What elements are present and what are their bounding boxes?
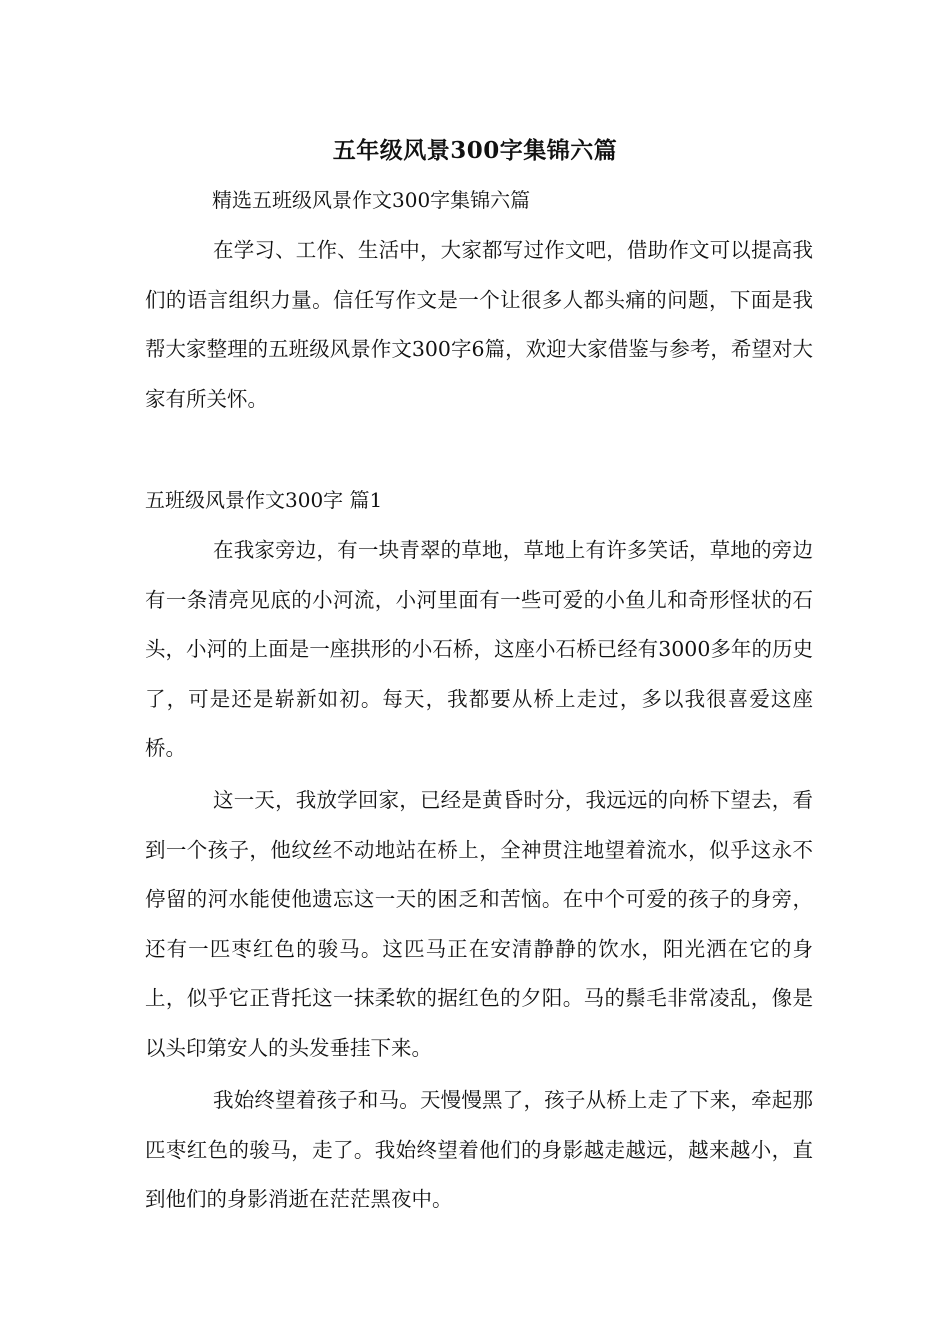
body-paragraph: 我始终望着孩子和马。天慢慢黑了，孩子从桥上走了下来，牵起那匹枣红色的骏马，走了。我始终望着他们的身影越走越远，越来越小，直到他们的身影消逝在茫茫黑夜中。 xyxy=(145,1088,813,1211)
body-paragraph: 这一天，我放学回家，已经是黄昏时分，我远远的向桥下望去，看到一个孩子，他纹丝不动地站在桥上，全神贯注地望着流水，似乎这永不停留的河水能使他遗忘这一天的困乏和苦恼。在中个可爱的孩子的身旁，还有一匹枣红色的骏马。这匹马正在安清静静的饮水，阳光洒在它的身上，似乎它正背托这一抹柔软的据红色的夕阳。马的鬃毛非常凌乱，像是以头印第安人的头发垂挂下来。 xyxy=(145,788,813,1060)
document-title: 五年级风景300字集锦六篇 xyxy=(332,137,618,164)
section-heading: 五班级风景作文300字 篇1 xyxy=(145,488,383,512)
body-paragraph: 在我家旁边，有一块青翠的草地，草地上有许多笑话，草地的旁边有一条清亮见底的小河流，小河里面有一些可爱的小鱼儿和奇形怪状的石头，小河的上面是一座拱形的小石桥，这座小石桥已经有3000多年的历史了，可是还是崭新如初。每天，我都要从桥上走过，多以我很喜爱这座桥。 xyxy=(145,538,813,760)
document-subtitle: 精选五班级风景作文300字集锦六篇 xyxy=(212,188,531,212)
intro-paragraph: 在学习、工作、生活中，大家都写过作文吧，借助作文可以提高我们的语言组织力量。信任写作文是一个让很多人都头痛的问题，下面是我帮大家整理的五班级风景作文300字6篇，欢迎大家借鉴与参考，希望对大家有所关怀。 xyxy=(145,238,813,411)
